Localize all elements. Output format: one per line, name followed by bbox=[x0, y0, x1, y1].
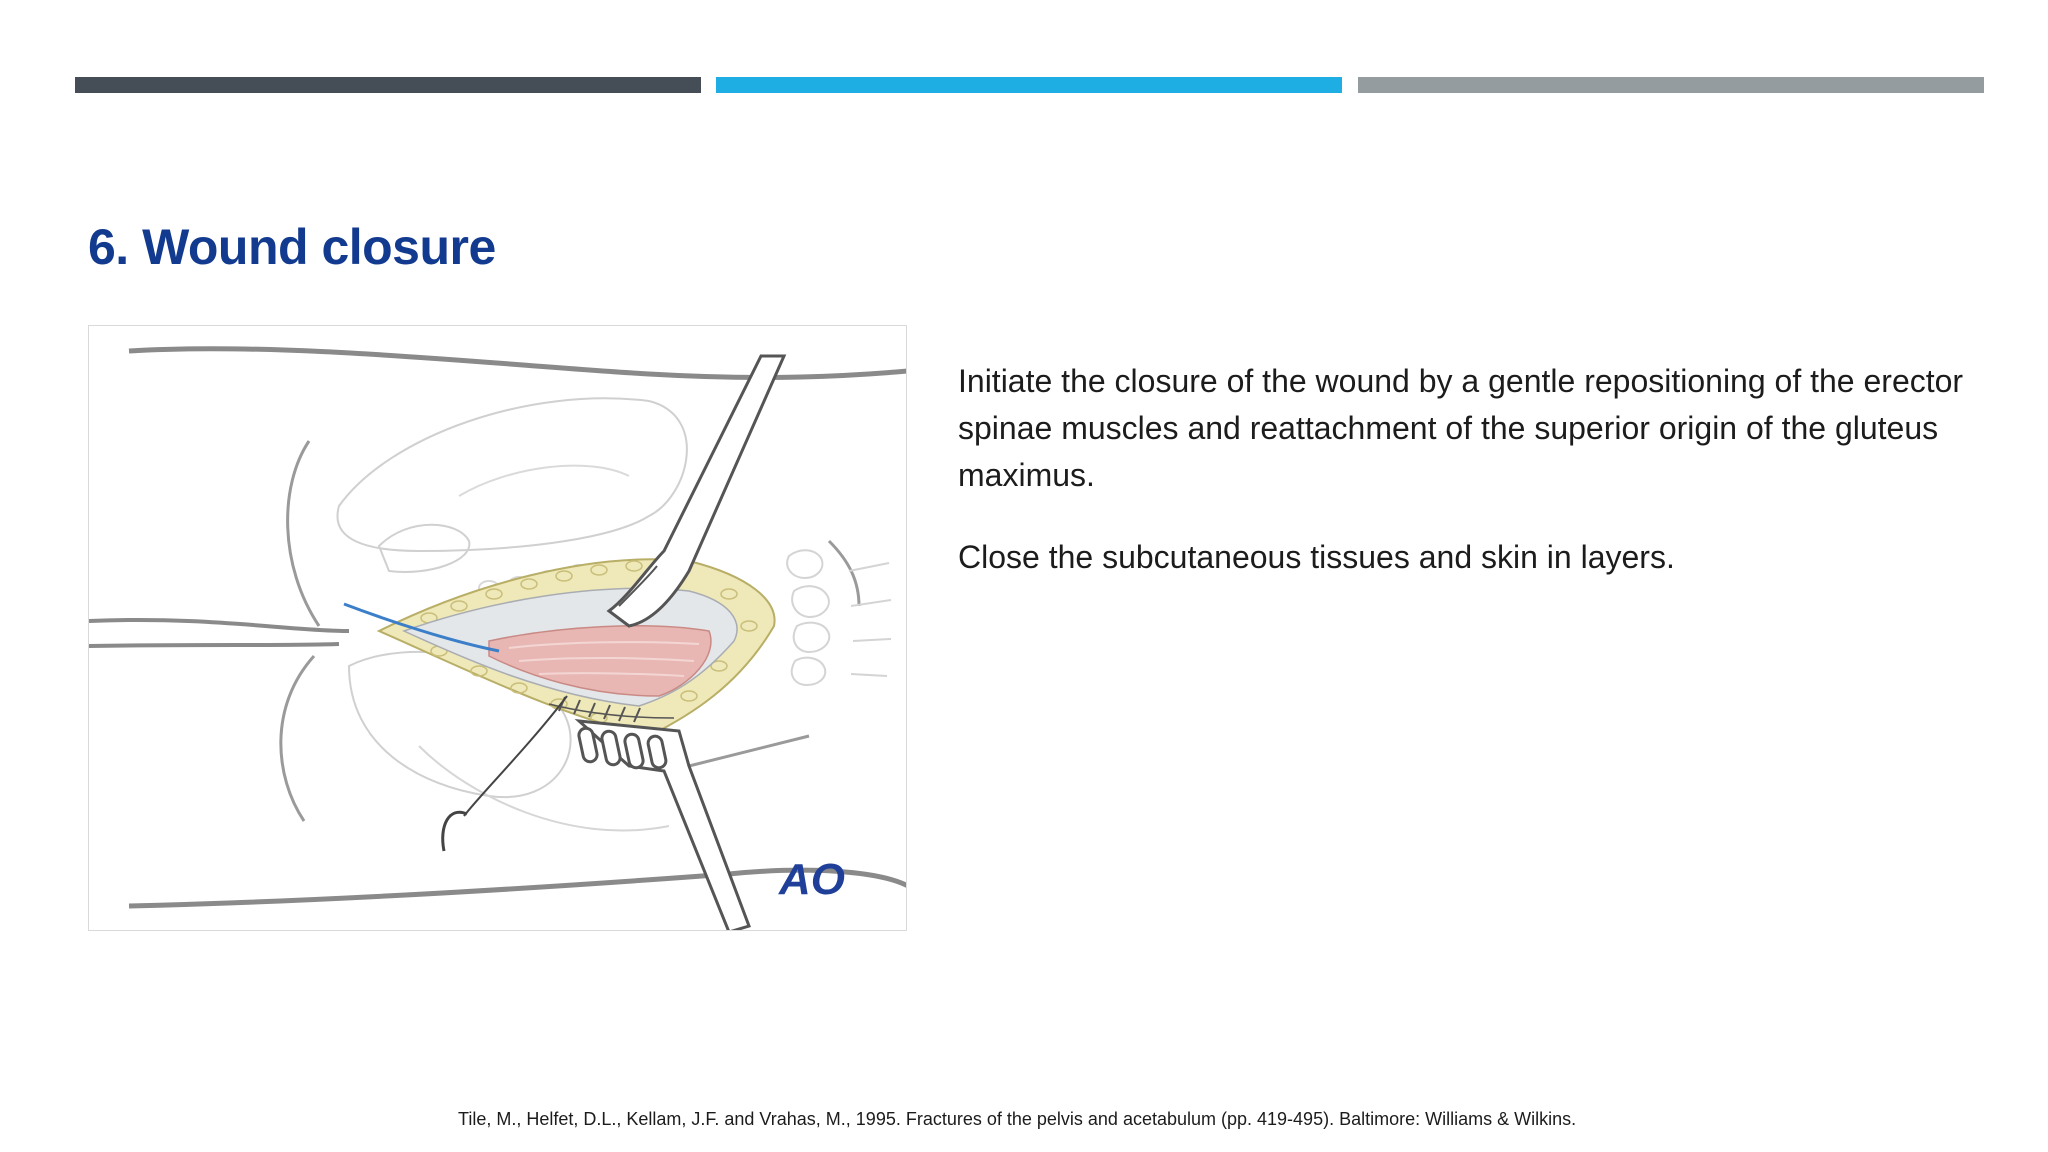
header-bar-grey bbox=[1358, 77, 1984, 93]
slide-title: 6. Wound closure bbox=[88, 219, 496, 275]
paragraph-layer-closure: Close the subcutaneous tissues and skin in layers. bbox=[958, 539, 1675, 575]
paragraph-closure-instruction: Initiate the closure of the wound by a gentle repositioning of the erector spinae muscles and reattachment of the superior origin of the gluteus maximus. bbox=[958, 363, 1964, 493]
header-bar-blue bbox=[716, 77, 1342, 93]
surgical-illustration bbox=[88, 325, 907, 931]
header-bar-dark bbox=[75, 77, 701, 93]
ao-logo: AO bbox=[779, 855, 845, 904]
citation: Tile, M., Helfet, D.L., Kellam, J.F. and Vrahas, M., 1995. Fractures of the pelvis and acetabulum (pp. 419-495). Baltimore: Williams & Wilkins. bbox=[458, 1109, 1577, 1129]
body-text bbox=[958, 358, 1978, 616]
